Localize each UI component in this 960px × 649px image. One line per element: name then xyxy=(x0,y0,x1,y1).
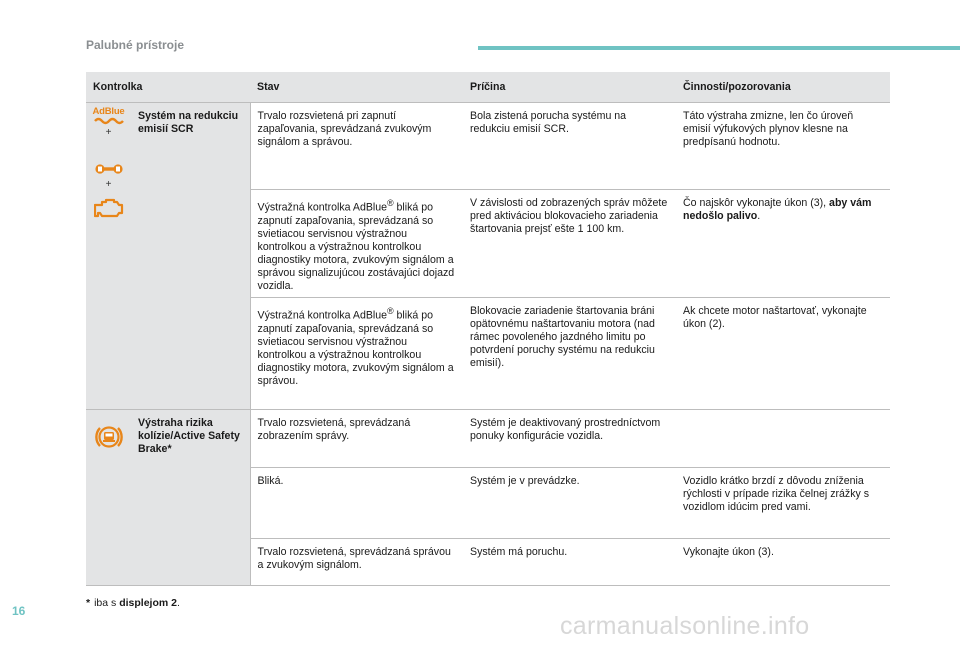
warning-lights-table xyxy=(86,72,890,586)
registered-mark: ® xyxy=(387,306,394,316)
table-row xyxy=(86,410,890,468)
footnote-emphasis: displejom 2 xyxy=(119,597,177,609)
collision-icon-cell xyxy=(86,410,131,586)
action-text: Čo najskôr vykonajte úkon (3), xyxy=(683,197,830,209)
group-name: Výstraha rizika kolízie/Active Safety Brake* xyxy=(131,410,250,586)
column-header-cinnosti: Činnosti/pozorovania xyxy=(676,72,890,103)
state-cell xyxy=(250,298,463,410)
column-header-pricina: Príčina xyxy=(463,72,676,103)
action-emphasis: aby vám nedošlo palivo xyxy=(683,197,872,222)
section-title: Palubné prístroje xyxy=(86,38,185,52)
adblue-icon xyxy=(92,107,124,125)
state-cell: Trvalo rozsvietená, sprevádzaná správou a zvukovým signálom. xyxy=(250,539,463,586)
action-cell: Vykonajte úkon (3). xyxy=(676,539,890,586)
table-header-row xyxy=(86,72,890,103)
cause-cell: Systém je v prevádzke. xyxy=(463,468,676,539)
state-cell: Bliká. xyxy=(250,468,463,539)
table-row xyxy=(86,103,890,190)
scr-icon-cell xyxy=(86,103,131,410)
state-text: bliká po zapnutí zapaľovania, sprevádzaná so svietiacou servisnou výstražnou kontrolkou a výstražnou kontrolkou diagnostiky motora, zvukovým signálom a správou signalizujúcou zostávajúci dojazd vozidla. xyxy=(257,201,455,292)
group-name: Systém na redukciu emisií SCR xyxy=(131,103,250,410)
state-text: Výstražná kontrolka AdBlue xyxy=(257,309,388,322)
collision-warning-icon xyxy=(94,422,124,452)
accent-bar xyxy=(478,46,960,50)
state-cell: Trvalo rozsvietená, sprevádzaná zobrazením správy. xyxy=(250,410,463,468)
cause-cell: V závislosti od zobrazených správ môžete pred aktiváciou blokovacieho zariadenia štartovania prejsť ešte 1 100 km. xyxy=(463,190,676,298)
watermark[interactable]: carmanualsonline.info xyxy=(560,612,810,640)
action-cell: Táto výstraha zmizne, len čo úroveň emisií výfukových plynov klesne na predpísanú hodnotu. xyxy=(676,103,890,190)
engine-icon xyxy=(94,197,124,219)
state-cell: Trvalo rozsvietená pri zapnutí zapaľovania, sprevádzaná zvukovým signálom a správou. xyxy=(250,103,463,190)
cause-cell: Systém je deaktivovaný prostredníctvom ponuky konfigurácie vozidla. xyxy=(463,410,676,468)
plus-sign: + xyxy=(105,179,112,190)
action-text: . xyxy=(757,210,761,222)
adblue-icon-label: AdBlue xyxy=(92,106,125,117)
state-text: bliká po zapnutí zapaľovania, sprevádzaná so svietiacou servisnou výstražnou kontrolkou a výstražnou kontrolkou diagnostiky motora, zvukovým signálom a správou. xyxy=(257,309,454,387)
footnote-star: * xyxy=(86,597,91,609)
column-header-kontrolka: Kontrolka xyxy=(86,72,250,103)
plus-sign: + xyxy=(105,127,112,138)
action-cell xyxy=(676,410,890,468)
wrench-icon xyxy=(95,161,123,177)
footnote xyxy=(86,597,180,609)
footnote-end: . xyxy=(176,597,180,609)
registered-mark: ® xyxy=(387,198,394,208)
action-cell xyxy=(676,190,890,298)
column-header-stav: Stav xyxy=(250,72,463,103)
cause-cell: Blokovacie zariadenie štartovania bráni opätovnému naštartovaniu motora (nad rámec povoleného jazdného limitu po potvrdení poruchy systému na redukciu emisií). xyxy=(463,298,676,410)
action-cell: Vozidlo krátko brzdí z dôvodu zníženia rýchlosti v prípade rizika čelnej zrážky s vozidlom idúcim pred vami. xyxy=(676,468,890,539)
action-cell: Ak chcete motor naštartovať, vykonajte úkon (2). xyxy=(676,298,890,410)
state-cell xyxy=(250,190,463,298)
cause-cell: Systém má poruchu. xyxy=(463,539,676,586)
footnote-text: iba s xyxy=(94,597,120,609)
page-number: 16 xyxy=(12,604,26,618)
state-text: Výstražná kontrolka AdBlue xyxy=(257,201,388,214)
cause-cell: Bola zistená porucha systému na redukciu emisií SCR. xyxy=(463,103,676,190)
